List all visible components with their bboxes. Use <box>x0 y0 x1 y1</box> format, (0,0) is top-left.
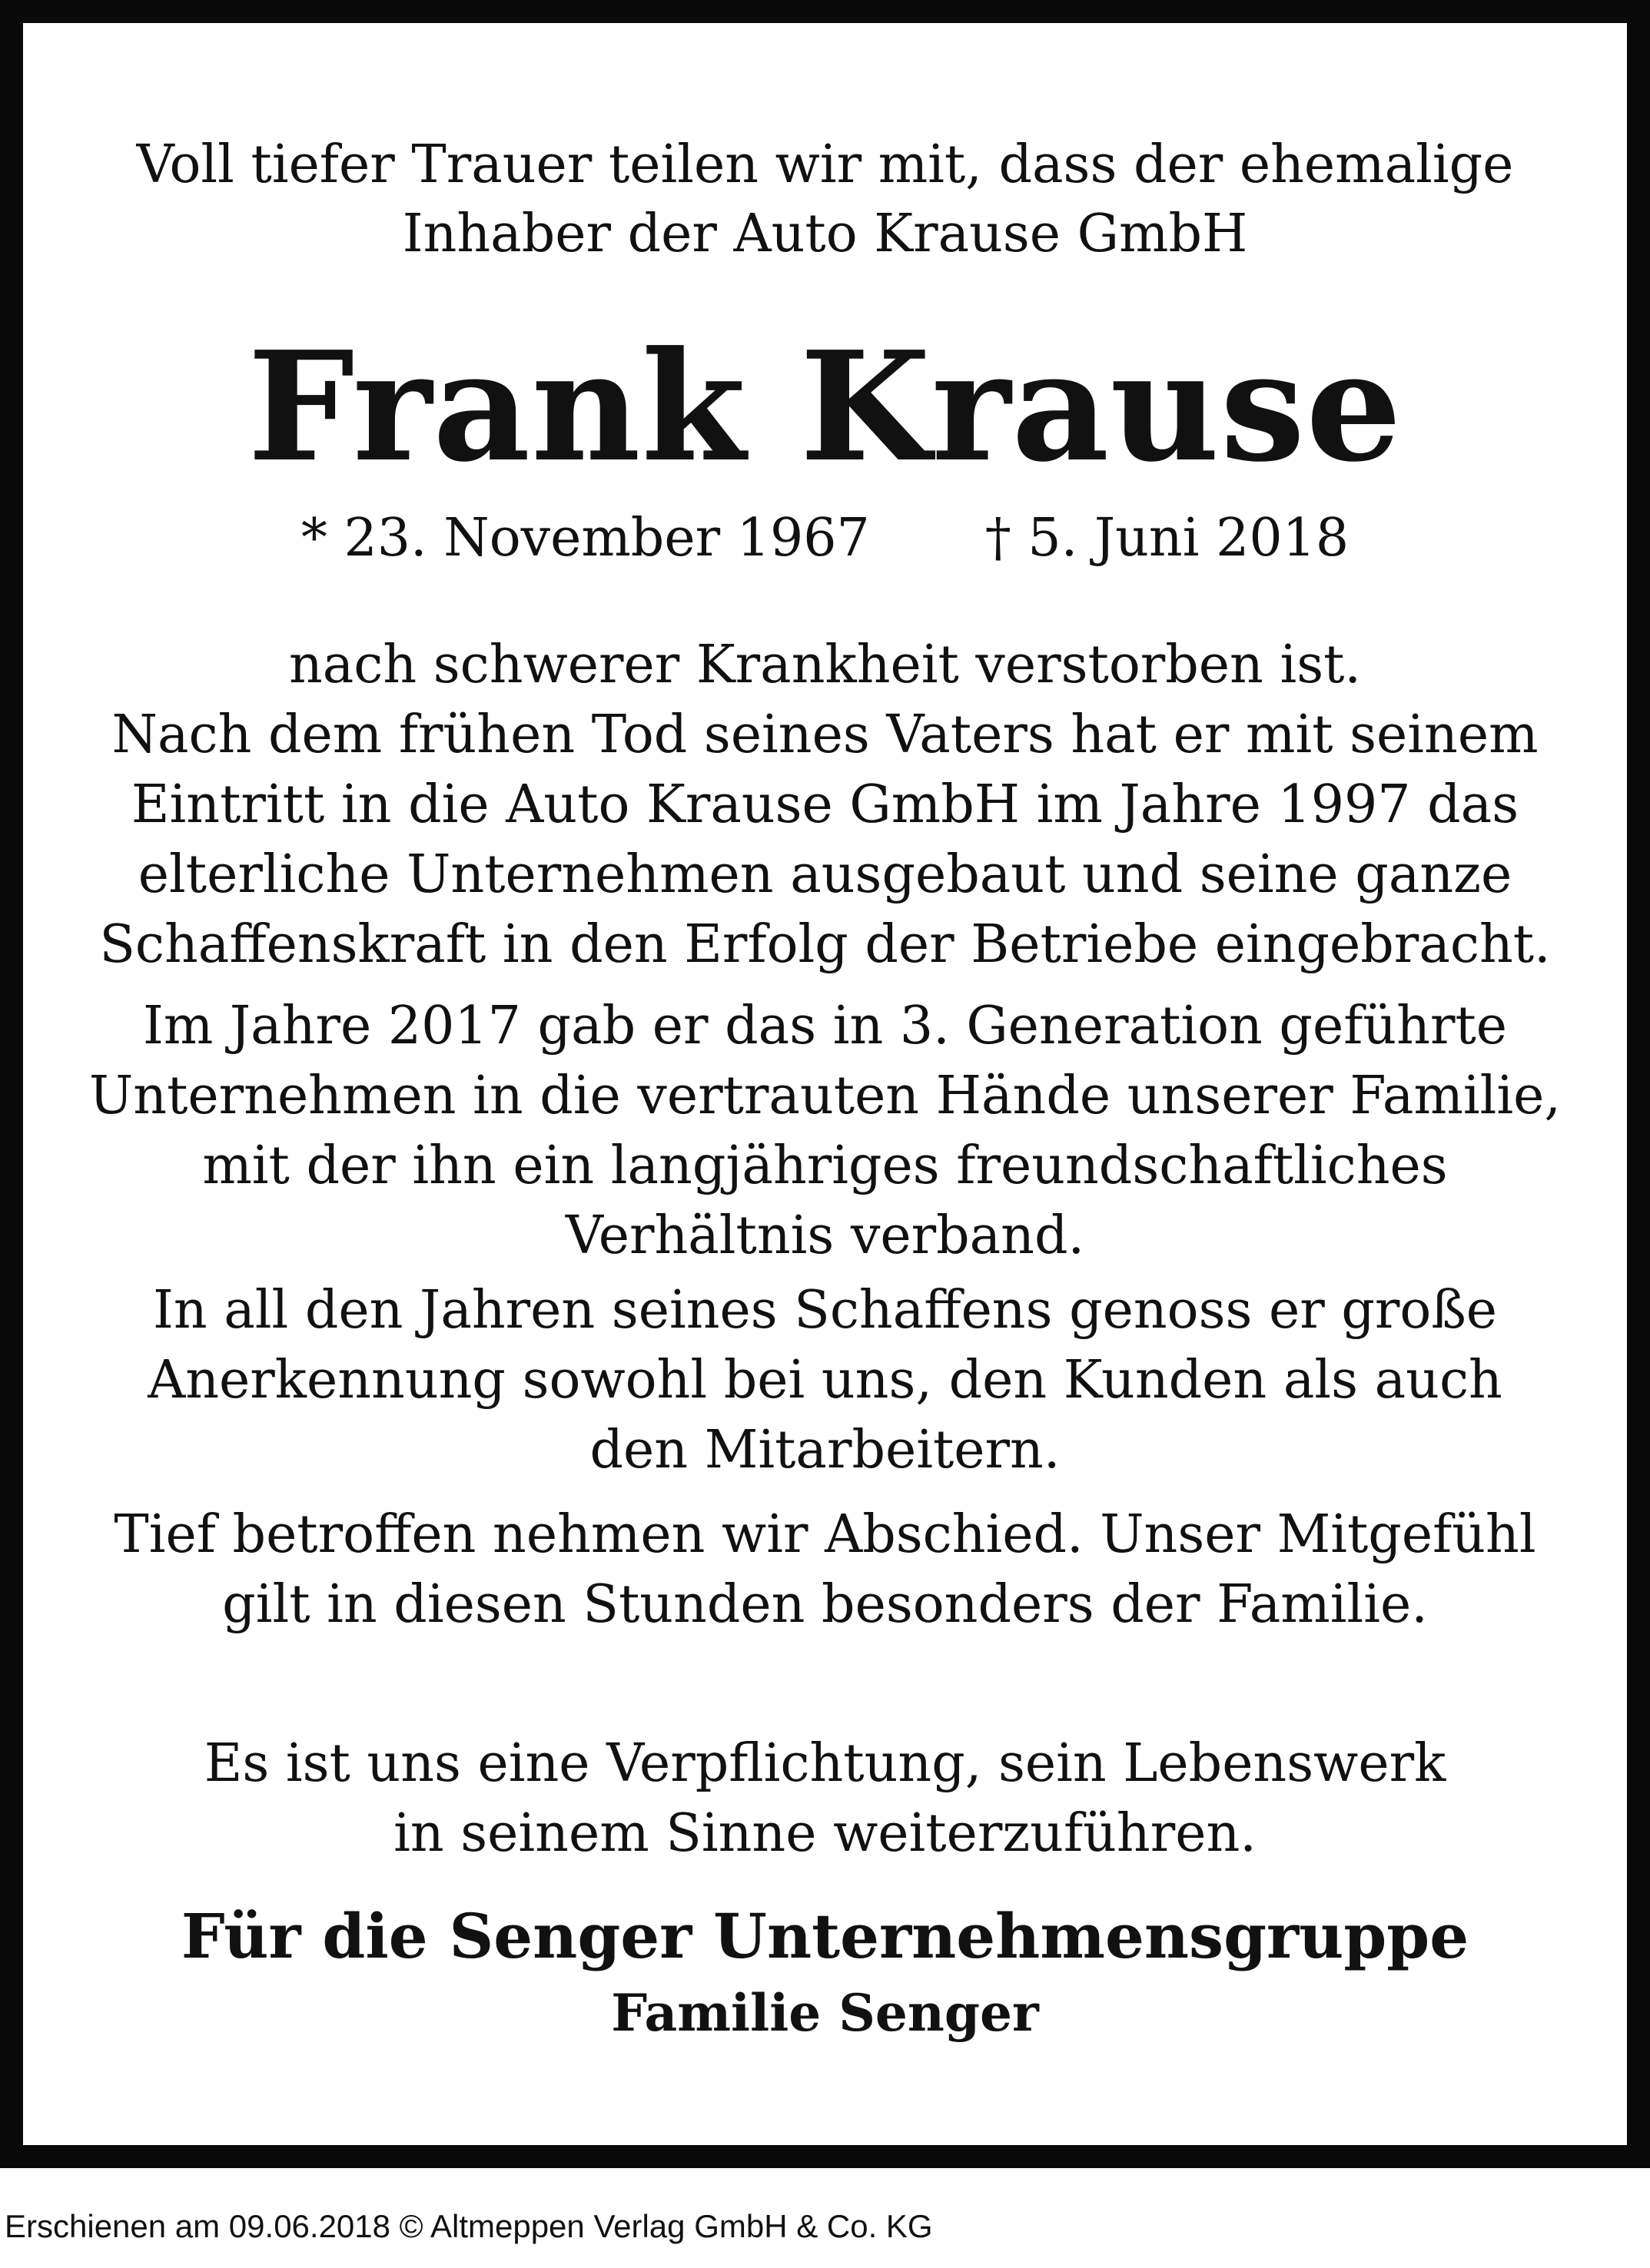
publication-footer: Erschienen am 09.06.2018 © Altmeppen Verlag GmbH & Co. KG <box>5 2208 933 2244</box>
paragraph-line: gilt in diesen Stunden besonders der Familie. <box>222 1574 1428 1635</box>
paragraph-line: elterliche Unternehmen ausgebaut und seine ganze <box>138 844 1512 905</box>
intro-line: Inhaber der Auto Krause GmbH <box>402 204 1248 264</box>
paragraph-2 <box>46 991 1604 1271</box>
death-date: † 5. Juni 2018 <box>984 508 1350 569</box>
signature-main: Für die Senger Unternehmensgruppe <box>181 1900 1469 1972</box>
paragraph-line: Anerkennung sowohl bei uns, den Kunden als auch <box>148 1350 1502 1411</box>
intro-text <box>46 131 1604 269</box>
deceased-name: Frank Krause <box>247 319 1403 496</box>
paragraph-line: Verhältnis verband. <box>565 1205 1085 1266</box>
paragraph-4 <box>46 1500 1604 1640</box>
paragraph-1 <box>46 630 1604 980</box>
paragraph-line: Schaffenskraft in den Erfolg der Betriebe eingebracht. <box>99 914 1551 975</box>
paragraph-line: Es ist uns eine Verpflichtung, sein Lebenswerk <box>204 1733 1446 1794</box>
paragraph-line: Eintritt in die Auto Krause GmbH im Jahre 1997 das <box>131 774 1519 835</box>
paragraph-line: in seinem Sinne weiterzuführen. <box>393 1803 1257 1864</box>
paragraph-line: den Mitarbeitern. <box>589 1420 1061 1480</box>
life-dates <box>46 504 1604 573</box>
paragraph-line: mit der ihn ein langjähriges freundschaftliches <box>202 1136 1448 1196</box>
signature-sub: Familie Senger <box>611 1983 1039 2043</box>
paragraph-line: nach schwerer Krankheit verstorben ist. <box>288 635 1362 695</box>
paragraph-line: Tief betroffen nehmen wir Abschied. Unser Mitgefühl <box>114 1504 1536 1565</box>
paragraph-5 <box>46 1729 1604 1868</box>
paragraph-line: Nach dem frühen Tod seines Vaters hat er mit seinem <box>111 705 1539 765</box>
paragraph-line: Im Jahre 2017 gab er das in 3. Generation geführte <box>142 996 1508 1056</box>
paragraph-line: Unternehmen in die vertrauten Hände unserer Familie, <box>88 1066 1562 1126</box>
paragraph-3 <box>46 1275 1604 1485</box>
paragraph-line: In all den Jahren seines Schaffens genoss er große <box>152 1280 1498 1341</box>
intro-line: Voll tiefer Trauer teilen wir mit, dass der ehemalige <box>136 134 1514 195</box>
birth-date: * 23. November 1967 <box>300 508 870 569</box>
